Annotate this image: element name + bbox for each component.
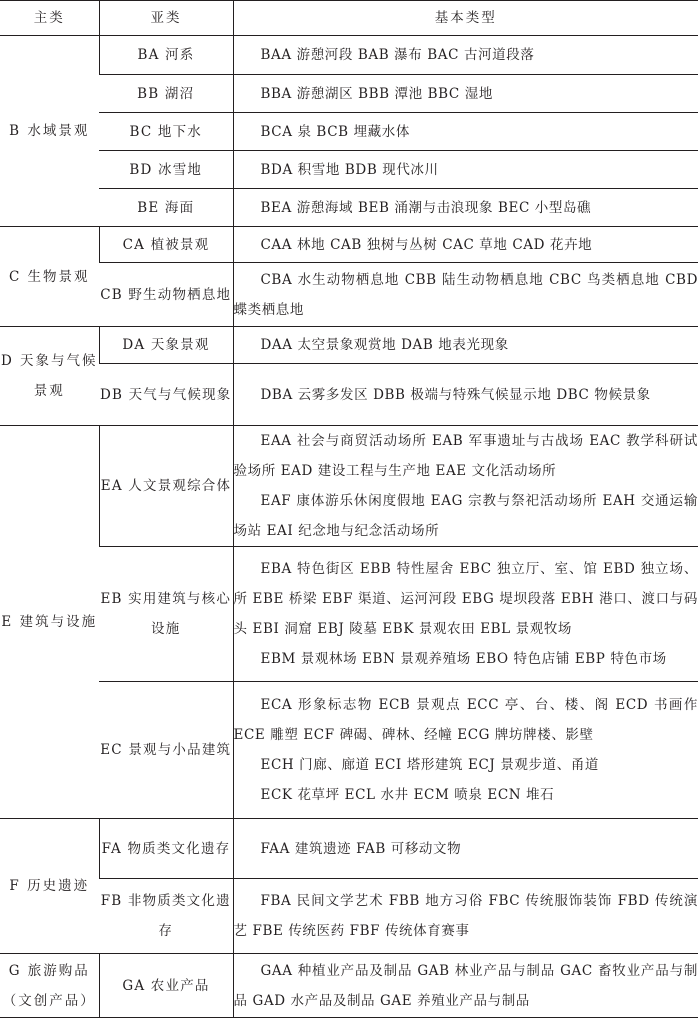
sub-category-cell: BD 冰雪地 (99, 151, 233, 189)
sub-category-cell: EB 实用建筑与核心设施 (99, 547, 233, 682)
table-row (0, 151, 698, 189)
basic-type-cell: BBA 游憩湖区 BBB 潭池 BBC 湿地 (233, 75, 698, 113)
main-category-cell: F 历史遗迹 (0, 819, 99, 954)
main-category-cell: D 天象与气候景观 (0, 327, 99, 426)
header-sub-category: 亚类 (99, 1, 233, 36)
basic-type-cell: ECA 形象标志物 ECB 景观点 ECC 亭、台、楼、阁 ECD 书画作 ECE 雕塑 ECF 碑碣、碑林、经幢 ECG 牌坊牌楼、影壁 ECH 门廊、廊道 ECI 塔形建筑 ECJ 景观步道、甬道 ECK 花草坪 ECL 水井 ECM 喷泉 ECN 堆石 (233, 682, 698, 819)
table-row (0, 75, 698, 113)
basic-type-cell: BCA 泉 BCB 埋藏水体 (233, 113, 698, 151)
sub-category-cell: BA 河系 (99, 36, 233, 75)
table-row (0, 954, 698, 1018)
basic-type-cell: BAA 游憩河段 BAB 瀑布 BAC 古河道段落 (233, 36, 698, 75)
basic-type-cell: BDA 积雪地 BDB 现代冰川 (233, 151, 698, 189)
sub-category-cell: FB 非物质类文化遗存 (99, 879, 233, 954)
basic-type-cell: CAA 林地 CAB 独树与丛树 CAC 草地 CAD 花卉地 (233, 227, 698, 263)
main-category-cell: G 旅游购品（文创产品） (0, 954, 99, 1018)
sub-category-cell: FA 物质类文化遗存 (99, 819, 233, 879)
header-main-category: 主类 (0, 1, 99, 36)
table-header-row (0, 1, 698, 36)
basic-type-cell: FAA 建筑遗迹 FAB 可移动文物 (233, 819, 698, 879)
basic-type-cell: BEA 游憩海域 BEB 涌潮与击浪现象 BEC 小型岛礁 (233, 189, 698, 227)
basic-type-cell: GAA 种植业产品及制品 GAB 林业产品与制品 GAC 畜牧业产品与制品 GAD 水产品及制品 GAE 养殖业产品与制品 (233, 954, 698, 1018)
table-row (0, 189, 698, 227)
table-row (0, 227, 698, 263)
table-row (0, 819, 698, 879)
basic-type-cell: FBA 民间文学艺术 FBB 地方习俗 FBC 传统服饰装饰 FBD 传统演艺 FBE 传统医药 FBF 传统体育赛事 (233, 879, 698, 954)
header-basic-type: 基本类型 (233, 1, 698, 36)
table-row (0, 113, 698, 151)
sub-category-cell: GA 农业产品 (99, 954, 233, 1018)
sub-category-cell: CB 野生动物栖息地 (99, 263, 233, 327)
sub-category-cell: BC 地下水 (99, 113, 233, 151)
basic-type-cell: DAA 太空景象观赏地 DAB 地表光现象 (233, 327, 698, 364)
table-row (0, 547, 698, 682)
basic-type-cell: EBA 特色街区 EBB 特性屋舍 EBC 独立厅、室、馆 EBD 独立场、所 EBE 桥梁 EBF 渠道、运河河段 EBG 堤坝段落 EBH 港口、渡口与码头 EBI 洞窟 EBJ 陵墓 EBK 景观农田 EBL 景观牧场 EBM 景观林场 EBN 景观养殖场 EBO 特色店铺 EBP 特色市场 (233, 547, 698, 682)
table-row (0, 263, 698, 327)
table-row (0, 364, 698, 426)
table-row (0, 426, 698, 547)
table-row (0, 36, 698, 75)
basic-type-cell: DBA 云雾多发区 DBB 极端与特殊气候显示地 DBC 物候景象 (233, 364, 698, 426)
basic-type-cell: CBA 水生动物栖息地 CBB 陆生动物栖息地 CBC 鸟类栖息地 CBD 蝶类栖息地 (233, 263, 698, 327)
table-row (0, 879, 698, 954)
sub-category-cell: DA 天象景观 (99, 327, 233, 364)
sub-category-cell: CA 植被景观 (99, 227, 233, 263)
sub-category-cell: EA 人文景观综合体 (99, 426, 233, 547)
sub-category-cell: EC 景观与小品建筑 (99, 682, 233, 819)
sub-category-cell: BB 湖沼 (99, 75, 233, 113)
main-category-cell: B 水域景观 (0, 36, 99, 227)
table-row (0, 682, 698, 819)
sub-category-cell: BE 海面 (99, 189, 233, 227)
table-row (0, 327, 698, 364)
sub-category-cell: DB 天气与气候现象 (99, 364, 233, 426)
main-category-cell: E 建筑与设施 (0, 426, 99, 819)
main-category-cell: C 生物景观 (0, 227, 99, 327)
basic-type-cell: EAA 社会与商贸活动场所 EAB 军事遗址与古战场 EAC 教学科研试验场所 EAD 建设工程与生产地 EAE 文化活动场所 EAF 康体游乐休闲度假地 EAG 宗教与祭祀活动场所 EAH 交通运输场站 EAI 纪念地与纪念活动场所 (233, 426, 698, 547)
